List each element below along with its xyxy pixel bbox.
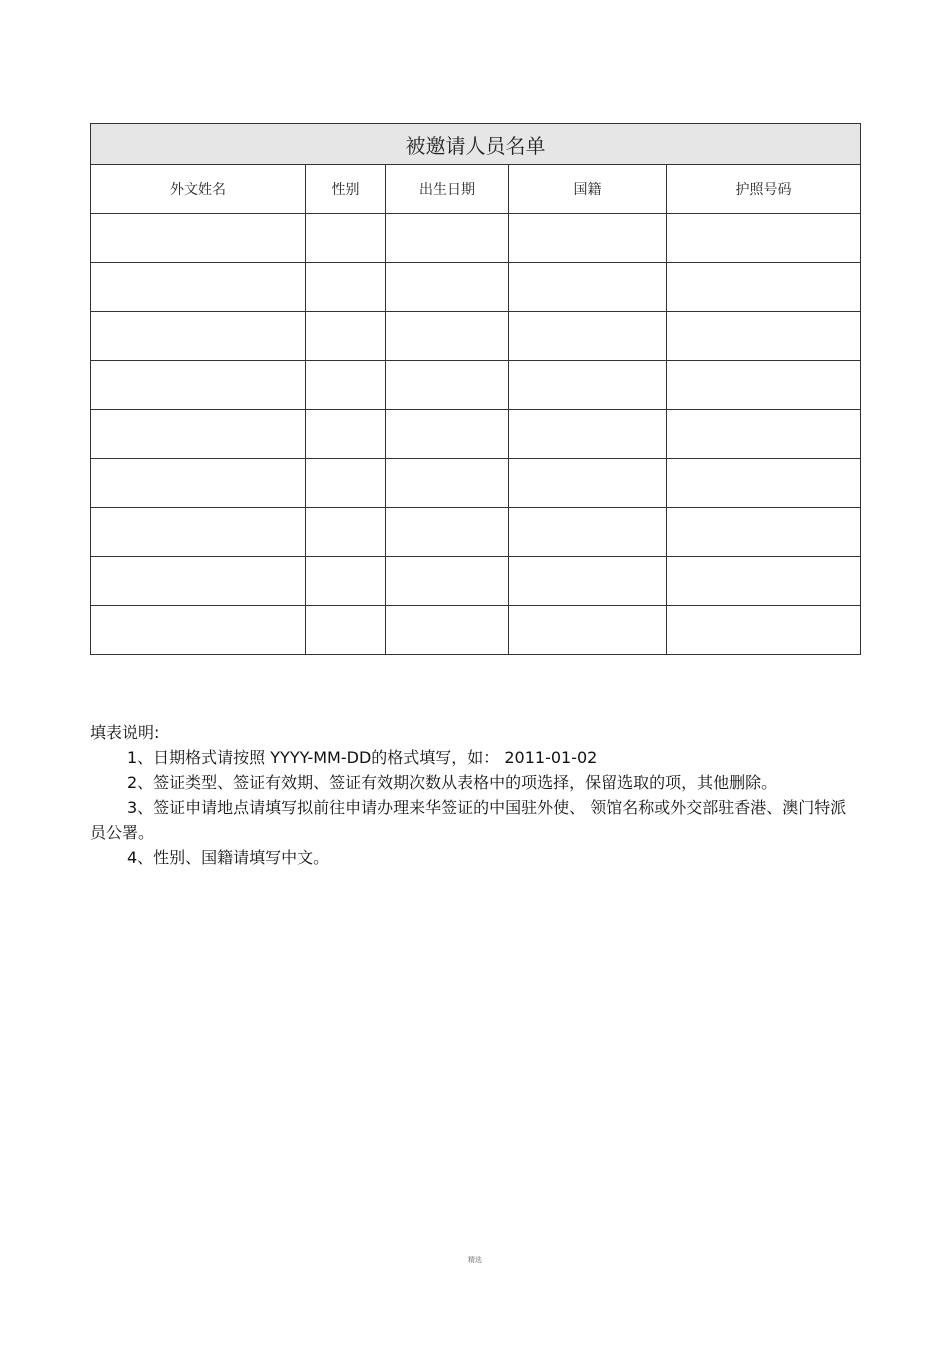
table-cell[interactable]	[667, 459, 861, 508]
table-cell[interactable]	[386, 361, 509, 410]
table-cell[interactable]	[306, 557, 386, 606]
instruction-item-4: 4、性别、国籍请填写中文。	[127, 848, 330, 867]
table-cell[interactable]	[386, 263, 509, 312]
table-row	[91, 606, 861, 655]
table-cell[interactable]	[386, 459, 509, 508]
table-row	[91, 508, 861, 557]
table-cell[interactable]	[91, 508, 306, 557]
fill-instructions	[90, 720, 860, 870]
column-header-birth-date: 出生日期	[386, 165, 509, 214]
table-row	[91, 459, 861, 508]
table-cell[interactable]	[91, 361, 306, 410]
table-cell[interactable]	[386, 508, 509, 557]
table-cell[interactable]	[91, 312, 306, 361]
table-cell[interactable]	[91, 557, 306, 606]
table-title-row	[91, 124, 861, 165]
table-cell[interactable]	[386, 312, 509, 361]
table-cell[interactable]	[91, 606, 306, 655]
column-header-passport-number: 护照号码	[667, 165, 861, 214]
table-cell[interactable]	[509, 508, 667, 557]
column-header-foreign-name: 外文姓名	[91, 165, 306, 214]
table-row	[91, 312, 861, 361]
table-cell[interactable]	[386, 557, 509, 606]
table-cell[interactable]	[509, 459, 667, 508]
table-title: 被邀请人员名单	[91, 124, 861, 165]
instruction-item-1: 1、日期格式请按照 YYYY-MM-DD的格式填写，如： 2011-01-02	[127, 748, 598, 767]
invitee-list-table	[90, 123, 861, 655]
table-cell[interactable]	[306, 361, 386, 410]
table-row	[91, 263, 861, 312]
instruction-item-3: 3、签证申请地点请填写拟前往申请办理来华签证的中国驻外使、 领馆名称或外交部驻香港、澳门特派员公署。	[90, 798, 847, 842]
table-cell[interactable]	[386, 606, 509, 655]
table-row	[91, 557, 861, 606]
table-cell[interactable]	[91, 410, 306, 459]
table-cell[interactable]	[667, 508, 861, 557]
column-header-nationality: 国籍	[509, 165, 667, 214]
instruction-item-2: 2、签证类型、签证有效期、签证有效期次数从表格中的项选择，保留选取的项，其他删除。	[127, 773, 778, 792]
table-cell[interactable]	[306, 263, 386, 312]
table-row	[91, 361, 861, 410]
table-cell[interactable]	[667, 263, 861, 312]
table-cell[interactable]	[306, 508, 386, 557]
instructions-heading: 填表说明:	[90, 723, 160, 742]
table-cell[interactable]	[667, 557, 861, 606]
table-cell[interactable]	[91, 214, 306, 263]
table-cell[interactable]	[306, 312, 386, 361]
table-cell[interactable]	[306, 410, 386, 459]
table-cell[interactable]	[667, 214, 861, 263]
table-cell[interactable]	[667, 361, 861, 410]
table-cell[interactable]	[91, 459, 306, 508]
table-cell[interactable]	[386, 410, 509, 459]
table-cell[interactable]	[509, 410, 667, 459]
table-cell[interactable]	[667, 410, 861, 459]
table-cell[interactable]	[509, 263, 667, 312]
table-row	[91, 410, 861, 459]
table-cell[interactable]	[509, 312, 667, 361]
column-header-gender: 性别	[306, 165, 386, 214]
table-cell[interactable]	[509, 214, 667, 263]
footer-mark: 精选	[468, 1256, 482, 1264]
table-cell[interactable]	[306, 459, 386, 508]
table-cell[interactable]	[667, 312, 861, 361]
table-cell[interactable]	[386, 214, 509, 263]
table-cell[interactable]	[509, 361, 667, 410]
table-cell[interactable]	[667, 606, 861, 655]
table-cell[interactable]	[306, 214, 386, 263]
table-cell[interactable]	[91, 263, 306, 312]
table-header-row	[91, 165, 861, 214]
table-cell[interactable]	[509, 557, 667, 606]
table-cell[interactable]	[306, 606, 386, 655]
table-cell[interactable]	[509, 606, 667, 655]
table-row	[91, 214, 861, 263]
table-body	[91, 214, 861, 655]
